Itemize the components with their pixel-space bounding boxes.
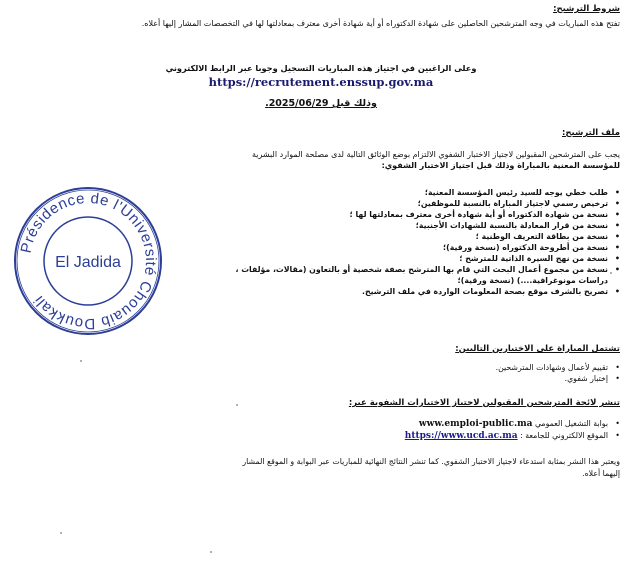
ucd-website-link[interactable]: https://www.ucd.ac.ma <box>404 431 518 441</box>
conditions-heading: شروط الترشيح: <box>553 4 620 14</box>
registration-deadline: وذلك قبل 2025/06/29. <box>265 98 377 109</box>
list-item: • ترخيص رسمي لاجتياز المباراة بالنسبة للموظفين؛ <box>210 198 620 209</box>
list-item: • نسخة من مجموع أعمال البحث التي قام بها المترشح بصفة شخصية أو بالتعاون (مقالات، مؤلفات ، دراسات مونوغرافية....) (نسخة ورقية)؛ <box>210 264 620 286</box>
stamp-outer-text: Présidence de l'Université Chouaib Doukkali <box>17 189 160 333</box>
publish-footer-line1: ويعتبر هذا النشر بمثابة استدعاء لاجتياز الاختبار الشفوي. كما تنشر النتائج النهائية للمباريات عبر البوابة و الموقع المشار <box>242 457 620 466</box>
tests-list <box>320 362 620 384</box>
file-list <box>210 187 620 297</box>
publish-label: الموقع الالكتروني للجامعة : <box>520 431 608 440</box>
list-item: • نسخة من قرار المعادلة بالنسبة للشهادات الأجنبية؛ <box>210 220 620 231</box>
list-item: • نسخة من نهج السيرة الذاتية للمترشح ؛ <box>210 253 620 264</box>
file-intro-text1: يجب على المترشحين المقبولين لاجتياز الاختبار الشفوي الالتزام بوضع الوثائق التالية لدى مصلحة الموارد البشرية <box>251 150 620 159</box>
list-item: • تقييم لأعمال وشهادات المترشحين. <box>320 362 620 373</box>
registration-note: وعلى الراغبين في اجتياز هذه المباريات التسجيل وجوبا عبر الرابط الالكتروني <box>165 63 477 73</box>
list-item: • نسخة من بطاقة التعريف الوطنية ؛ <box>210 231 620 242</box>
list-item: • نسخة من شهادة الدكتوراه أو أية شهادة أخرى معترف بمعادلتها لها ؛ <box>210 209 620 220</box>
publish-list <box>290 418 620 442</box>
publish-heading: تنشر لائحة المترشحين المقبولين لاجتياز الاختبارات الشفوية عبر: <box>348 398 620 408</box>
registration-url[interactable]: https://recrutement.enssup.gov.ma <box>208 75 434 89</box>
list-item: • نسخة من أطروحة الدكتوراه (نسخة ورقية)؛ <box>210 242 620 253</box>
list-item <box>290 418 620 430</box>
scan-speck <box>60 532 62 534</box>
list-item <box>290 430 620 442</box>
scan-speck <box>236 404 238 406</box>
stamp-center-text: El Jadida <box>55 254 121 271</box>
publish-footer-line2: إليهما أعلاه. <box>582 469 620 478</box>
scan-speck <box>80 360 82 362</box>
documents-list <box>210 187 620 297</box>
list-item: • إختبار شفوي. <box>320 373 620 384</box>
scan-speck <box>210 551 212 553</box>
tests-list-wrap <box>320 362 620 384</box>
university-stamp <box>12 185 164 337</box>
publish-list-wrap <box>290 418 620 442</box>
list-item: • تصريح بالشرف موقع بصحة المعلومات الواردة في ملف الترشيح. <box>210 286 620 297</box>
conditions-paragraph: تفتح هذه المباريات في وجه المترشحين الحاصلين على شهادة الدكتوراه أو أية شهادة أخرى معترف بمعادلتها لها في التخصصات المشار إليها أعلاه. <box>141 19 620 28</box>
tests-heading: تشتمل المباراة على الاختبارين التاليين: <box>455 344 620 354</box>
publish-label: بوابة التشغيل العمومي <box>534 419 608 428</box>
emploi-public-link[interactable]: www.emploi-public.ma <box>418 419 533 429</box>
file-intro-line2: للمؤسسة المعنية بالمباراة وذلك قبل اجتياز الاختبار الشفوي: <box>381 161 620 170</box>
scan-speck <box>610 272 612 274</box>
file-heading: ملف الترشيح: <box>561 128 620 138</box>
list-item: • طلب خطي يوجه للسيد رئيس المؤسسة المعنية؛ <box>210 187 620 198</box>
